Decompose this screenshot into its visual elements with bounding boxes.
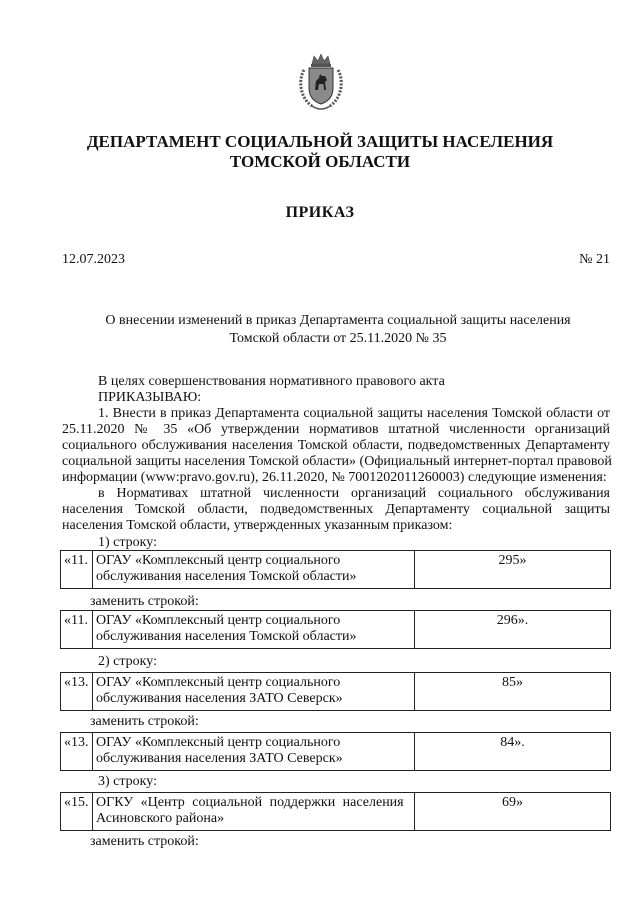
row-organization-line1: ОГАУ «Комплексный центр социального bbox=[96, 735, 341, 750]
row-organization-line2: обслуживания населения ЗАТО Северск» bbox=[96, 691, 343, 706]
org-line1-text: ОГКУ «Центр социальной поддержки населения bbox=[96, 795, 404, 810]
replacement-label: 2) строку: bbox=[98, 654, 157, 669]
row-organization bbox=[93, 673, 415, 711]
row-organization-line1: ОГАУ «Комплексный центр социального bbox=[96, 613, 341, 628]
row-number: «13. bbox=[61, 673, 93, 711]
row-organization-line1: ОГАУ «Комплексный центр социального bbox=[96, 675, 341, 690]
clause-1-line: 1. Внести в приказ Департамента социальной защиты населения Томской области от bbox=[98, 406, 610, 421]
row-staff-count: 295» bbox=[415, 551, 611, 589]
clause-1-changes-line: населения Томской области, утвержденных указанным приказом: bbox=[62, 518, 453, 533]
row-organization-line1 bbox=[96, 795, 411, 811]
table-row bbox=[60, 610, 611, 649]
row-organization bbox=[93, 733, 415, 771]
clause-1-line: социальной защиты населения Томской области» (Официальный интернет-портал правовой bbox=[62, 454, 612, 469]
row-number: «15. bbox=[61, 793, 93, 831]
row-number: «11. bbox=[61, 611, 93, 649]
clause-1-changes-line: населения Томской области, подведомственных Департаменту социальной защиты bbox=[62, 502, 610, 517]
order-subject-line2: Томской области от 25.11.2020 № 35 bbox=[229, 331, 447, 346]
row-organization-line2: обслуживания населения Томской области» bbox=[96, 629, 357, 644]
coat-of-arms-icon bbox=[298, 54, 344, 112]
order-verb: ПРИКАЗЫВАЮ: bbox=[98, 390, 202, 405]
row-organization bbox=[93, 793, 415, 831]
row-number: «13. bbox=[61, 733, 93, 771]
replacement-label: 1) строку: bbox=[98, 535, 157, 550]
clause-1-changes-line: в Нормативах штатной численности организаций социального обслуживания bbox=[98, 486, 610, 501]
row-organization-line2: обслуживания населения Томской области» bbox=[96, 569, 357, 584]
order-number: № 21 bbox=[579, 252, 610, 267]
document-type: ПРИКАЗ bbox=[285, 204, 355, 221]
table-row bbox=[60, 792, 611, 831]
replace-with-label: заменить строкой: bbox=[90, 714, 199, 729]
table-row bbox=[60, 732, 611, 771]
table-row bbox=[60, 672, 611, 711]
order-date: 12.07.2023 bbox=[62, 252, 125, 267]
preamble: В целях совершенствования нормативного правового акта bbox=[98, 374, 445, 389]
table-row bbox=[60, 550, 611, 589]
replace-with-label: заменить строкой: bbox=[90, 594, 199, 609]
row-staff-count: 85» bbox=[415, 673, 611, 711]
row-organization-line2: Асиновского района» bbox=[96, 811, 225, 826]
row-staff-count: 296». bbox=[415, 611, 611, 649]
organization-name-line1: ДЕПАРТАМЕНТ СОЦИАЛЬНОЙ ЗАЩИТЫ НАСЕЛЕНИЯ bbox=[86, 132, 554, 151]
row-organization bbox=[93, 611, 415, 649]
replace-with-label: заменить строкой: bbox=[90, 834, 199, 849]
row-number: «11. bbox=[61, 551, 93, 589]
row-organization bbox=[93, 551, 415, 589]
row-staff-count: 84». bbox=[415, 733, 611, 771]
row-organization-line1: ОГАУ «Комплексный центр социального bbox=[96, 553, 341, 568]
row-organization-line2: обслуживания населения ЗАТО Северск» bbox=[96, 751, 343, 766]
order-subject-line1: О внесении изменений в приказ Департамента социальной защиты населения bbox=[105, 313, 571, 328]
clause-1-line: социального обслуживания населения Томской области, подведомственных Департаменту bbox=[62, 438, 610, 453]
clause-1-line: 25.11.2020 № 35 «Об утверждении нормативов штатной численности организаций bbox=[62, 422, 610, 437]
replacement-label: 3) строку: bbox=[98, 774, 157, 789]
row-staff-count: 69» bbox=[415, 793, 611, 831]
organization-name-line2: ТОМСКОЙ ОБЛАСТИ bbox=[229, 152, 411, 171]
clause-1-line: информации (www:pravo.gov.ru), 26.11.2020, № 7001202011260003) следующие изменения: bbox=[62, 470, 607, 485]
